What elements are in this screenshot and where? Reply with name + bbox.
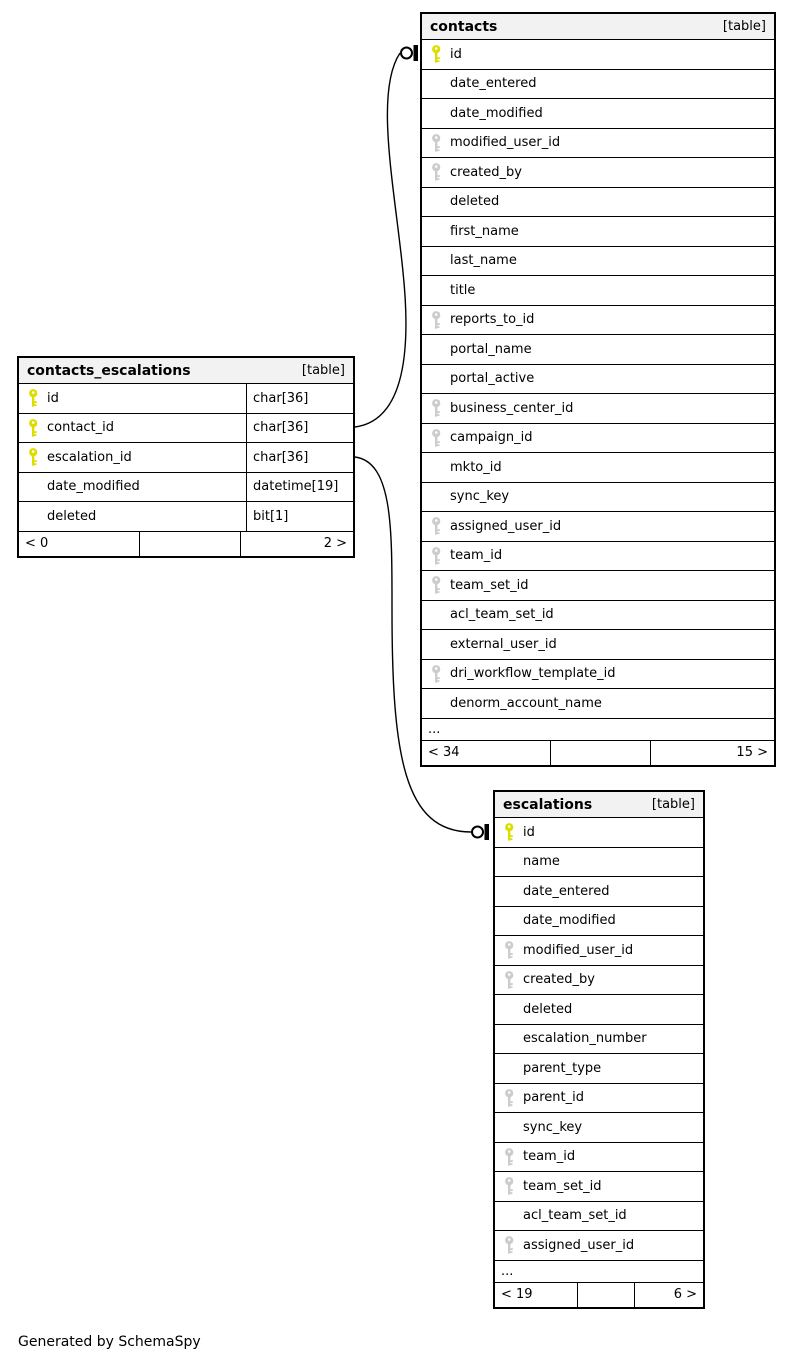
table-name[interactable]: escalations — [503, 796, 593, 813]
column-row — [495, 907, 703, 937]
column-name: team_set_id — [523, 1178, 602, 1194]
table-columns — [19, 384, 353, 532]
column-row — [495, 995, 703, 1025]
column-name: sync_key — [523, 1119, 583, 1135]
column-row — [422, 660, 774, 690]
column-row — [422, 365, 774, 395]
edge-endpoint-bar — [485, 824, 490, 840]
column-name: deleted — [47, 508, 97, 524]
foreign-key-icon — [503, 1236, 515, 1254]
column-name: id — [523, 824, 535, 840]
table-footer — [495, 1283, 703, 1307]
column-row — [422, 335, 774, 365]
table-header — [495, 792, 703, 818]
foreign-key-icon — [503, 1148, 515, 1166]
table-header — [422, 14, 774, 40]
table-tag: [table] — [301, 363, 345, 378]
footer-children-count: < 0 — [25, 536, 49, 551]
footer-children-count: < 34 — [428, 745, 460, 760]
more-columns-row — [495, 1261, 703, 1283]
column-name: sync_key — [450, 489, 510, 505]
table-node-contacts-escalations[interactable] — [17, 356, 355, 558]
footer-parents-count: 2 > — [240, 532, 353, 556]
column-row — [422, 571, 774, 601]
foreign-key-icon — [430, 576, 442, 594]
column-name: reports_to_id — [450, 312, 535, 328]
foreign-key-icon — [503, 971, 515, 989]
column-name: last_name — [450, 253, 517, 269]
table-node-escalations[interactable] — [493, 790, 705, 1309]
column-name: assigned_user_id — [450, 518, 562, 534]
column-name: date_entered — [450, 76, 537, 92]
column-row — [495, 936, 703, 966]
column-row — [495, 818, 703, 848]
table-name[interactable]: contacts — [430, 18, 498, 35]
column-name: acl_team_set_id — [450, 607, 554, 623]
column-name: portal_active — [450, 371, 535, 387]
column-name: modified_user_id — [450, 135, 561, 151]
column-row — [495, 877, 703, 907]
column-name: team_set_id — [450, 577, 529, 593]
foreign-key-icon — [503, 941, 515, 959]
column-row — [495, 1172, 703, 1202]
column-row — [422, 601, 774, 631]
foreign-key-icon — [430, 399, 442, 417]
column-row — [422, 217, 774, 247]
edge-path-contacts — [355, 53, 406, 427]
column-row — [422, 70, 774, 100]
edge-endpoint-circle — [472, 827, 483, 838]
column-row — [495, 1054, 703, 1084]
column-name: assigned_user_id — [523, 1237, 635, 1253]
edge-endpoint-circle — [401, 48, 412, 59]
table-footer — [19, 532, 353, 556]
column-row — [422, 40, 774, 70]
column-row — [422, 276, 774, 306]
primary-key-icon — [503, 823, 515, 841]
column-name: deleted — [450, 194, 500, 210]
primary-key-icon — [27, 389, 39, 407]
column-row — [422, 542, 774, 572]
column-name: modified_user_id — [523, 942, 634, 958]
column-row — [495, 1084, 703, 1114]
column-name: acl_team_set_id — [523, 1208, 627, 1224]
column-row — [422, 99, 774, 129]
ellipsis-indicator: ... — [501, 1263, 514, 1279]
column-name: id — [450, 46, 462, 62]
table-header — [19, 358, 353, 384]
table-columns — [495, 818, 703, 1261]
column-name: created_by — [450, 164, 522, 180]
column-row — [422, 453, 774, 483]
foreign-key-icon — [430, 665, 442, 683]
footer-middle-cell — [577, 1283, 634, 1307]
column-row — [422, 483, 774, 513]
column-row — [19, 414, 353, 444]
more-columns-row — [422, 719, 774, 741]
column-type: char[36] — [246, 414, 353, 443]
column-name: dri_workflow_template_id — [450, 666, 616, 682]
footer-parents-count: 15 > — [650, 741, 774, 765]
column-row — [422, 424, 774, 454]
column-name: contact_id — [47, 420, 115, 436]
column-name: portal_name — [450, 341, 532, 357]
generated-by-label: Generated by SchemaSpy — [18, 1334, 201, 1350]
column-row — [19, 502, 353, 532]
column-row — [495, 1143, 703, 1173]
column-type: datetime[19] — [246, 473, 353, 502]
column-name: date_modified — [47, 479, 140, 495]
foreign-key-icon — [503, 1177, 515, 1195]
column-row — [495, 966, 703, 996]
column-name: denorm_account_name — [450, 695, 602, 711]
column-row — [19, 443, 353, 473]
column-name: escalation_number — [523, 1031, 647, 1047]
column-name: date_entered — [523, 883, 610, 899]
ellipsis-indicator: ... — [428, 721, 441, 737]
footer-parents-count: 6 > — [634, 1283, 703, 1307]
column-row — [495, 1113, 703, 1143]
primary-key-icon — [27, 419, 39, 437]
footer-middle-cell — [139, 532, 240, 556]
primary-key-icon — [27, 448, 39, 466]
table-columns — [422, 40, 774, 719]
column-row — [19, 384, 353, 414]
foreign-key-icon — [430, 134, 442, 152]
column-name: title — [450, 282, 476, 298]
table-node-contacts[interactable] — [420, 12, 776, 767]
column-row — [422, 394, 774, 424]
table-footer — [422, 741, 774, 765]
column-row — [422, 129, 774, 159]
table-tag: [table] — [722, 19, 766, 34]
foreign-key-icon — [430, 311, 442, 329]
column-name: business_center_id — [450, 400, 574, 416]
column-name: team_id — [523, 1149, 576, 1165]
column-name: parent_type — [523, 1060, 602, 1076]
column-row — [422, 158, 774, 188]
column-name: created_by — [523, 972, 595, 988]
column-name: parent_id — [523, 1090, 584, 1106]
column-row — [495, 1202, 703, 1232]
column-row — [422, 630, 774, 660]
column-row — [19, 473, 353, 503]
column-row — [422, 188, 774, 218]
column-name: mkto_id — [450, 459, 502, 475]
column-name: escalation_id — [47, 449, 132, 465]
column-row — [495, 848, 703, 878]
primary-key-icon — [430, 45, 442, 63]
column-name: campaign_id — [450, 430, 533, 446]
foreign-key-icon — [430, 547, 442, 565]
foreign-key-icon — [430, 517, 442, 535]
column-name: deleted — [523, 1001, 573, 1017]
column-name: id — [47, 390, 59, 406]
column-name: date_modified — [450, 105, 543, 121]
column-name: name — [523, 854, 560, 870]
column-name: first_name — [450, 223, 519, 239]
column-type: char[36] — [246, 443, 353, 472]
column-name: team_id — [450, 548, 503, 564]
foreign-key-icon — [430, 163, 442, 181]
column-row — [422, 689, 774, 719]
foreign-key-icon — [430, 429, 442, 447]
column-row — [495, 1231, 703, 1261]
relationship-edge-contact-id-to-contacts — [355, 45, 418, 427]
edge-endpoint-bar — [414, 45, 419, 61]
footer-middle-cell — [550, 741, 650, 765]
column-name: external_user_id — [450, 636, 557, 652]
column-type: char[36] — [246, 384, 353, 413]
column-name: date_modified — [523, 913, 616, 929]
table-tag: [table] — [651, 797, 695, 812]
column-row — [422, 306, 774, 336]
foreign-key-icon — [503, 1089, 515, 1107]
column-row — [495, 1025, 703, 1055]
footer-children-count: < 19 — [501, 1287, 533, 1302]
table-name[interactable]: contacts_escalations — [27, 362, 191, 379]
column-row — [422, 512, 774, 542]
column-row — [422, 247, 774, 277]
column-type: bit[1] — [246, 502, 353, 531]
